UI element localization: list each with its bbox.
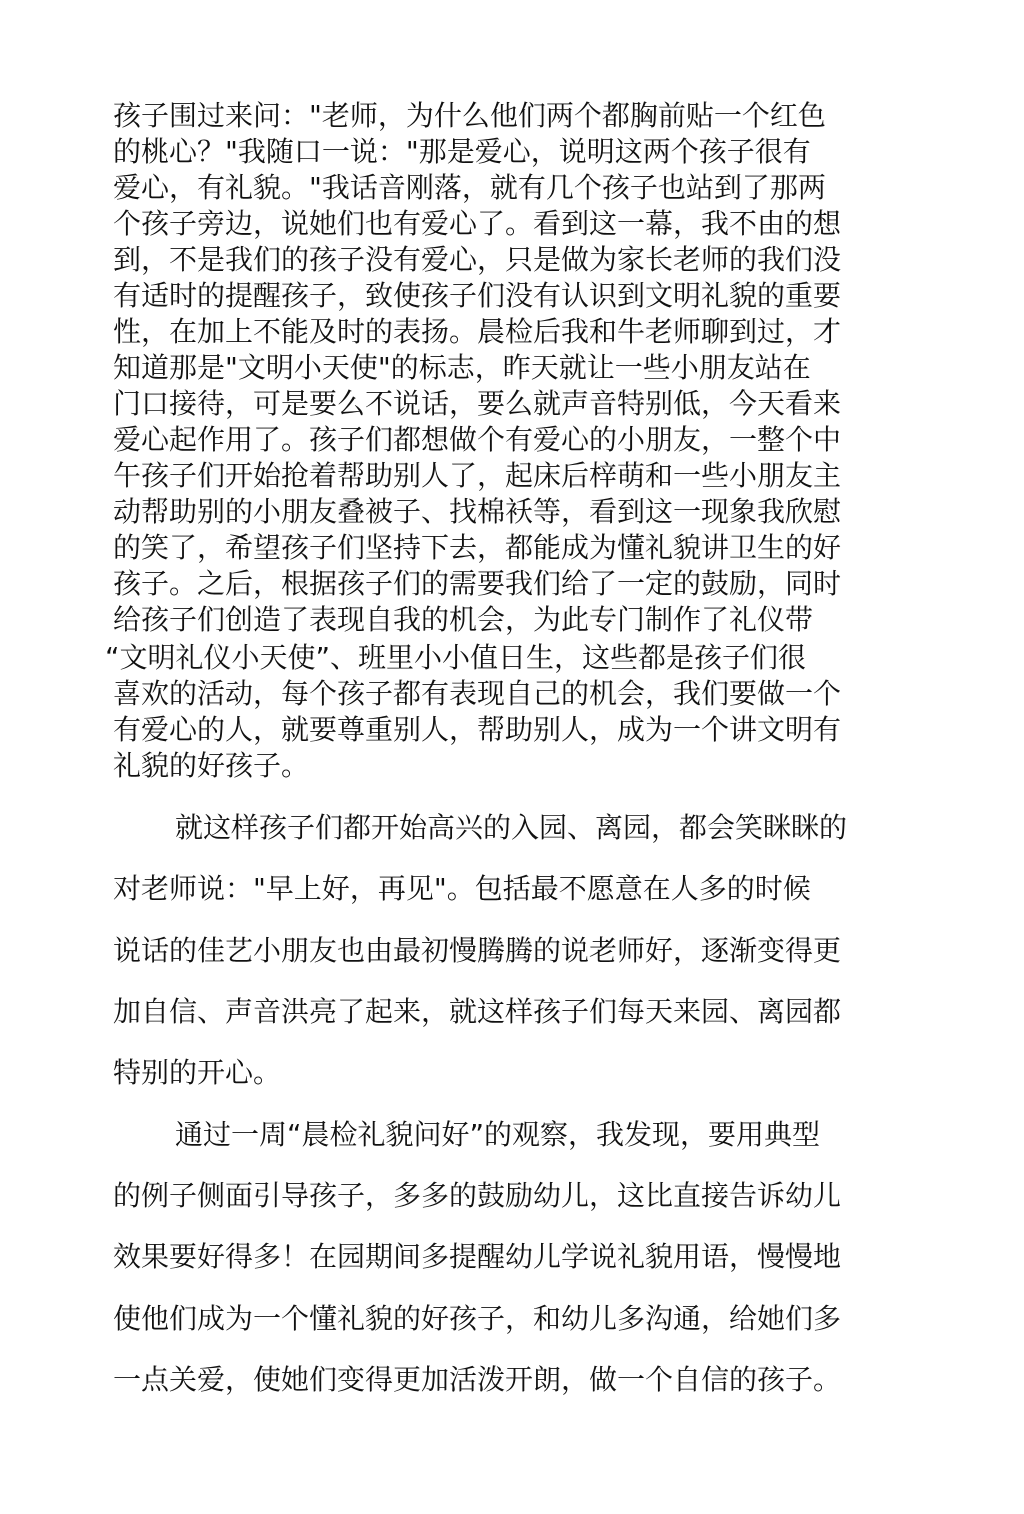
paragraph-1-line-7: 性，在加上不能及时的表扬。晨检后我和牛老师聊到过，才 xyxy=(113,315,842,348)
paragraph-1-line-10: 爱心起作用了。孩子们都想做个有爱心的小朋友，一整个中 xyxy=(113,423,842,456)
paragraph-1-line-13: 的笑了，希望孩子们坚持下去，都能成为懂礼貌讲卫生的好 xyxy=(113,531,842,564)
paragraph-1-line-11: 午孩子们开始抢着帮助别人了，起床后梓萌和一些小朋友主 xyxy=(113,459,842,492)
paragraph-3-line-4: 使他们成为一个懂礼貌的好孩子，和幼儿多沟通，给她们多 xyxy=(113,1302,842,1335)
paragraph-1-line-4: 个孩子旁边，说她们也有爱心了。看到这一幕，我不由的想 xyxy=(113,207,842,240)
paragraph-2-line-3: 说话的佳艺小朋友也由最初慢腾腾的说老师好，逐渐变得更 xyxy=(113,934,842,967)
paragraph-1-line-19: 礼貌的好孩子。 xyxy=(113,749,310,782)
paragraph-2-line-5: 特别的开心。 xyxy=(113,1056,282,1089)
paragraph-1-line-1: 孩子围过来问："老师，为什么他们两个都胸前贴一个红色 xyxy=(113,99,826,132)
paragraph-3-line-3: 效果要好得多！在园期间多提醒幼儿学说礼貌用语，慢慢地 xyxy=(113,1240,842,1273)
paragraph-1-line-12: 动帮助别的小朋友叠被子、找棉袄等，看到这一现象我欣慰 xyxy=(113,495,842,528)
paragraph-3-line-1: 通过一周“晨检礼貌问好”的观察，我发现，要用典型 xyxy=(175,1118,821,1151)
paragraph-1-line-16: “文明礼仪小天使”、班里小小值日生，这些都是孩子们很 xyxy=(105,641,807,674)
paragraph-1-line-15: 给孩子们创造了表现自我的机会，为此专门制作了礼仪带 xyxy=(113,603,814,636)
paragraph-1-line-6: 有适时的提醒孩子，致使孩子们没有认识到文明礼貌的重要 xyxy=(113,279,842,312)
paragraph-3-line-5: 一点关爱，使她们变得更加活泼开朗，做一个自信的孩子。 xyxy=(113,1363,842,1396)
paragraph-2-line-2: 对老师说："早上好，再见"。包括最不愿意在人多的时候 xyxy=(113,872,811,905)
paragraph-2-line-4: 加自信、声音洪亮了起来，就这样孩子们每天来园、离园都 xyxy=(113,995,842,1028)
paragraph-1-line-14: 孩子。之后，根据孩子们的需要我们给了一定的鼓励，同时 xyxy=(113,567,842,600)
paragraph-1-line-9: 门口接待，可是要么不说话，要么就声音特别低，今天看来 xyxy=(113,387,842,420)
paragraph-1-line-8: 知道那是"文明小天使"的标志，昨天就让一些小朋友站在 xyxy=(113,351,811,384)
paragraph-1-line-3: 爱心，有礼貌。"我话音刚落，就有几个孩子也站到了那两 xyxy=(113,171,826,204)
paragraph-1-line-2: 的桃心？"我随口一说："那是爱心，说明这两个孩子很有 xyxy=(113,135,811,168)
paragraph-1-line-17: 喜欢的活动，每个孩子都有表现自己的机会，我们要做一个 xyxy=(113,677,842,710)
paragraph-1-line-5: 到，不是我们的孩子没有爱心，只是做为家长老师的我们没 xyxy=(113,243,842,276)
paragraph-3-line-2: 的例子侧面引导孩子，多多的鼓励幼儿，这比直接告诉幼儿 xyxy=(113,1179,842,1212)
paragraph-2-line-1: 就这样孩子们都开始高兴的入园、离园，都会笑眯眯的 xyxy=(175,811,848,844)
paragraph-1-line-18: 有爱心的人，就要尊重别人，帮助别人，成为一个讲文明有 xyxy=(113,713,842,746)
